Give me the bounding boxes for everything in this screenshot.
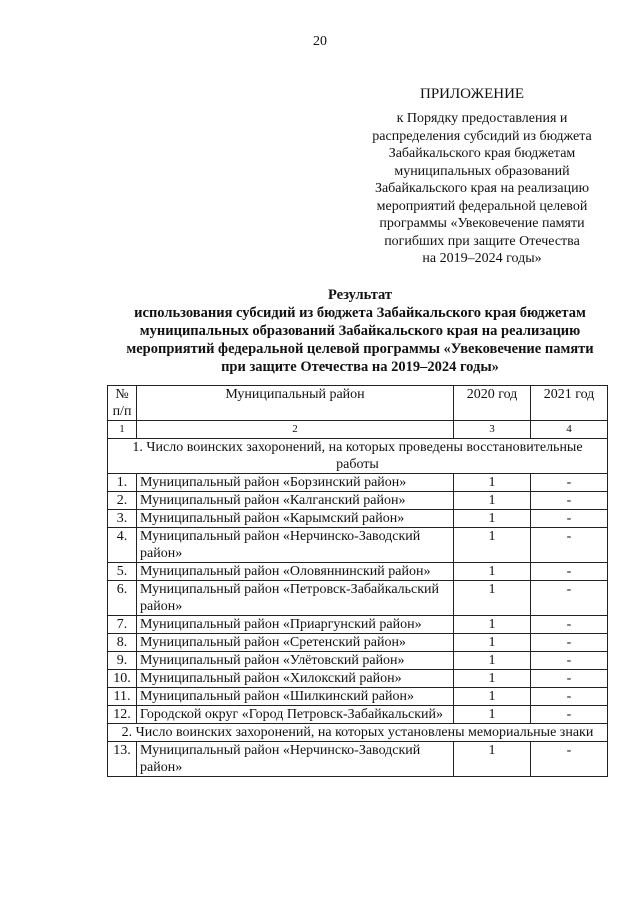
value-2020: 1 — [454, 581, 531, 616]
header-number — [108, 386, 137, 421]
district-name: Муниципальный район «Сретенский район» — [137, 634, 454, 652]
appendix-line: Забайкальского края бюджетам — [388, 146, 576, 161]
value-2020: 1 — [454, 706, 531, 724]
value-2020: 1 — [454, 652, 531, 670]
header-number-abbr: п/п — [112, 404, 132, 419]
appendix-line: мероприятий федеральной целевой — [376, 198, 588, 214]
appendix-title: ПРИЛОЖЕНИЕ — [420, 86, 525, 102]
title-line: при защите Отечества на 2019–2024 годы» — [221, 359, 499, 375]
title-line: использования субсидий из бюджета Забайкальского края бюджетам — [134, 305, 586, 321]
value-2021: - — [531, 742, 608, 777]
header-2020: 2020 год — [454, 386, 531, 421]
table-row — [108, 474, 608, 492]
row-number: 12. — [108, 706, 137, 724]
district-name: Муниципальный район «Оловяннинский район» — [137, 563, 454, 581]
value-2021: - — [531, 492, 608, 510]
district-name: Муниципальный район «Борзинский район» — [137, 474, 454, 492]
district-name: Муниципальный район «Нерчинско-Заводский район» — [137, 742, 454, 777]
value-2020: 1 — [454, 563, 531, 581]
table-row — [108, 742, 608, 777]
value-2021: - — [531, 563, 608, 581]
value-2021: - — [531, 528, 608, 563]
column-index-row — [108, 421, 608, 439]
row-number: 13. — [108, 742, 137, 777]
results-table — [107, 385, 608, 777]
document-title — [100, 286, 620, 376]
value-2020: 1 — [454, 634, 531, 652]
column-index: 2 — [137, 421, 454, 439]
row-number: 11. — [108, 688, 137, 706]
value-2021: - — [531, 581, 608, 616]
appendix-text — [356, 110, 608, 268]
row-number: 3. — [108, 510, 137, 528]
header-2021: 2021 год — [531, 386, 608, 421]
row-number: 7. — [108, 616, 137, 634]
row-number: 9. — [108, 652, 137, 670]
table-row — [108, 652, 608, 670]
row-number: 2. — [108, 492, 137, 510]
value-2021: - — [531, 634, 608, 652]
title-heading: Результат — [327, 287, 393, 303]
row-number: 6. — [108, 581, 137, 616]
table-row — [108, 688, 608, 706]
section-row — [108, 439, 608, 474]
value-2020: 1 — [454, 742, 531, 777]
table-row — [108, 581, 608, 616]
table-row — [108, 670, 608, 688]
district-name: Муниципальный район «Петровск-Забайкальский район» — [137, 581, 454, 616]
row-number: 5. — [108, 563, 137, 581]
value-2020: 1 — [454, 670, 531, 688]
value-2020: 1 — [454, 474, 531, 492]
value-2021: - — [531, 510, 608, 528]
column-index: 3 — [454, 421, 531, 439]
section-row — [108, 724, 608, 742]
district-name: Муниципальный район «Улётовский район» — [137, 652, 454, 670]
page-number: 20 — [313, 34, 327, 49]
district-name: Муниципальный район «Шилкинский район» — [137, 688, 454, 706]
value-2021: - — [531, 616, 608, 634]
table-row — [108, 510, 608, 528]
district-name: Муниципальный район «Калганский район» — [137, 492, 454, 510]
district-name: Муниципальный район «Хилокский район» — [137, 670, 454, 688]
appendix-line: к Порядку предоставления и — [396, 111, 568, 126]
title-line: муниципальных образований Забайкальского края на реализацию — [139, 323, 581, 339]
table-row — [108, 634, 608, 652]
table-row — [108, 706, 608, 724]
value-2020: 1 — [454, 492, 531, 510]
header-district: Муниципальный район — [137, 386, 454, 421]
appendix-line: погибших при защите Отечества — [384, 233, 580, 249]
row-number: 1. — [108, 474, 137, 492]
value-2021: - — [531, 474, 608, 492]
district-name: Муниципальный район «Карымский район» — [137, 510, 454, 528]
table-row — [108, 616, 608, 634]
value-2020: 1 — [454, 616, 531, 634]
value-2021: - — [531, 706, 608, 724]
row-number: 10. — [108, 670, 137, 688]
district-name: Муниципальный район «Нерчинско-Заводский район» — [137, 528, 454, 563]
section-heading: 2. Число воинских захоронений, на которых установлены мемориальные знаки — [108, 724, 608, 742]
value-2021: - — [531, 652, 608, 670]
value-2021: - — [531, 688, 608, 706]
row-number: 8. — [108, 634, 137, 652]
appendix-line: на 2019–2024 годы» — [422, 251, 542, 266]
row-number: 4. — [108, 528, 137, 563]
district-name: Городской округ «Город Петровск-Забайкальский» — [137, 706, 454, 724]
section-heading: 1. Число воинских захоронений, на которых проведены восстановительные работы — [108, 439, 608, 474]
header-number-symbol: № — [115, 387, 129, 402]
column-index: 4 — [531, 421, 608, 439]
value-2020: 1 — [454, 688, 531, 706]
table-header-row — [108, 386, 608, 421]
value-2020: 1 — [454, 510, 531, 528]
column-index: 1 — [108, 421, 137, 439]
value-2021: - — [531, 670, 608, 688]
appendix-line: распределения субсидий из бюджета — [372, 128, 592, 144]
appendix-line: Забайкальского края на реализацию — [374, 181, 590, 196]
title-line: мероприятий федеральной целевой программы «Увековечение памяти — [126, 341, 594, 357]
value-2020: 1 — [454, 528, 531, 563]
appendix-line: программы «Увековечение памяти — [379, 216, 585, 231]
table-row — [108, 528, 608, 563]
table-row — [108, 563, 608, 581]
table-row — [108, 492, 608, 510]
appendix-line: муниципальных образований — [394, 163, 570, 179]
district-name: Муниципальный район «Приаргунский район» — [137, 616, 454, 634]
